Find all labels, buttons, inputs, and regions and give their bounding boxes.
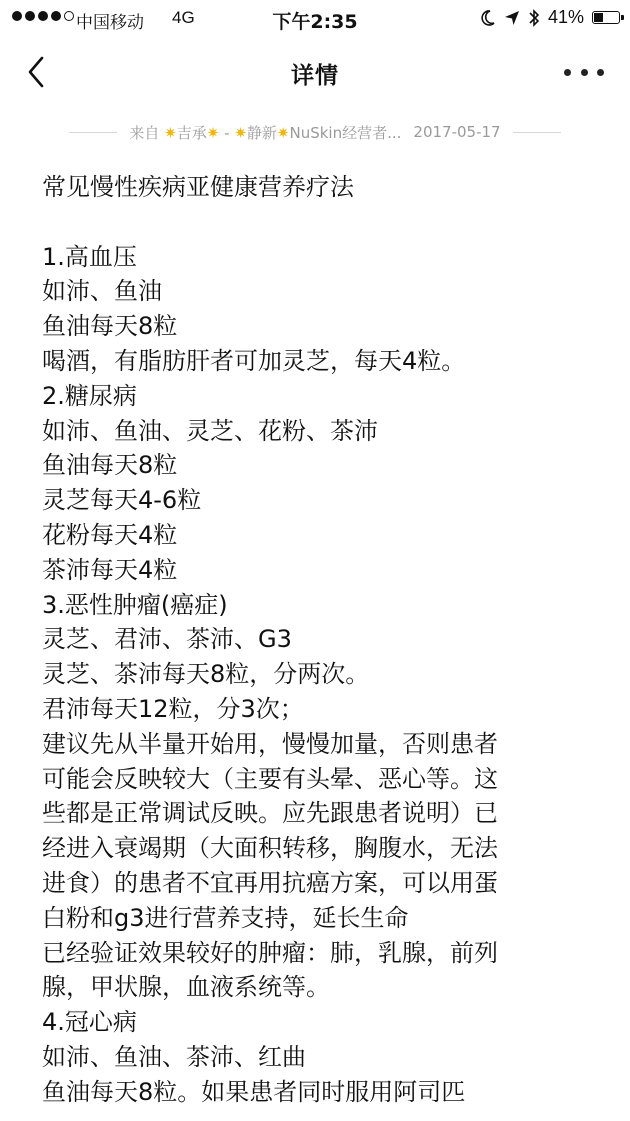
article-line: 可能会反映较大（主要有头晕、恶心等。这 [42, 764, 498, 793]
source-info [0, 120, 630, 144]
star-icon: ✷ [164, 123, 177, 142]
ellipsis-icon [581, 69, 588, 76]
network-type: 4G [172, 8, 195, 27]
bluetooth-icon [528, 8, 540, 28]
article-line: 灵芝每天4-6粒 [42, 486, 202, 515]
battery-level [594, 13, 603, 22]
star-icon: ✷ [206, 123, 220, 142]
navigation-bar [0, 38, 630, 104]
article-line: 鱼油每天8粒 [42, 451, 178, 480]
article-line: 经进入衰竭期（大面积转移，胸腹水，无法 [42, 834, 498, 863]
ellipsis-icon [564, 69, 571, 76]
more-options-button[interactable] [564, 62, 604, 82]
article-line: 白粉和g3进行营养支持，延长生命 [42, 903, 409, 932]
article-line: 花粉每天4粒 [42, 520, 178, 549]
page-title: 详情 [291, 63, 339, 89]
divider [69, 132, 117, 133]
battery-icon [592, 11, 620, 24]
source-date: 2017-05-17 [413, 123, 501, 141]
battery-percentage: 41% [547, 7, 584, 27]
article-line: 鱼油每天8粒 [42, 312, 178, 341]
source-prefix: 来自 [129, 123, 160, 142]
article-line: 些都是正常调试反映。应先跟患者说明）已 [42, 799, 498, 828]
star-icon: ✷ [234, 123, 247, 142]
source-author-1: 吉承 [176, 123, 207, 142]
carrier-name: 中国移动 [76, 13, 144, 33]
status-icons [480, 7, 620, 28]
source-author-2: 静新 [246, 123, 277, 142]
article-line: 如沛、鱼油 [42, 277, 162, 306]
moon-icon [480, 9, 496, 27]
article-line: 4.冠心病 [42, 1008, 137, 1037]
article-title: 常见慢性疾病亚健康营养疗法 [42, 173, 354, 201]
location-arrow-icon [504, 10, 520, 26]
article-line: 茶沛每天4粒 [42, 555, 178, 584]
article-line: 腺，甲状腺，血液系统等。 [42, 973, 330, 1002]
article-lines [42, 240, 602, 1110]
source-author-2-suffix: NuSkin经营者... [289, 123, 402, 142]
article-body [42, 170, 602, 1110]
article-line: 进食）的患者不宜再用抗癌方案，可以用蛋 [42, 868, 498, 897]
source-separator: - [224, 123, 230, 142]
ellipsis-icon [597, 69, 604, 76]
article-line: 灵芝、君沛、茶沛、G3 [42, 625, 292, 654]
article-line: 2.糖尿病 [42, 381, 137, 410]
article-line: 3.恶性肿瘤(癌症) [42, 590, 228, 619]
article-line: 君沛每天12粒，分3次； [42, 694, 304, 723]
article-line: 鱼油每天8粒。如果患者同时服用阿司匹 [42, 1077, 466, 1106]
article-line: 如沛、鱼油、灵芝、花粉、茶沛 [42, 416, 378, 445]
status-time: 下午2:35 [272, 11, 358, 33]
status-bar [0, 0, 630, 38]
article-line: 1.高血压 [42, 242, 137, 271]
article-line: 灵芝、茶沛每天8粒，分两次。 [42, 660, 370, 689]
star-icon: ✷ [276, 123, 290, 142]
article-line: 如沛、鱼油、茶沛、红曲 [42, 1042, 306, 1071]
article-line: 已经验证效果较好的肿瘤：肺，乳腺，前列 [42, 938, 498, 967]
divider [513, 132, 561, 133]
source-attribution[interactable] [129, 122, 401, 143]
article-line: 建议先从半量开始用，慢慢加量，否则患者 [42, 729, 498, 758]
article-line: 喝酒，有脂肪肝者可加灵芝，每天4粒。 [42, 346, 466, 375]
